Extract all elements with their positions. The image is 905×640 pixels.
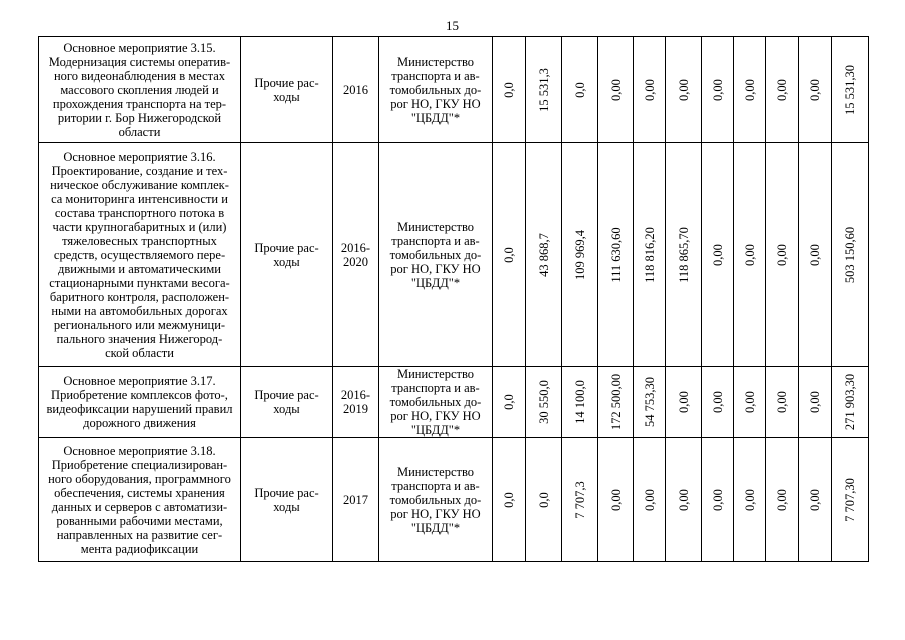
- amount-cell: [766, 143, 799, 367]
- amount-value: 0,00: [608, 78, 623, 101]
- amount-cell: [734, 37, 766, 143]
- amount-value: 0,00: [742, 78, 757, 101]
- amount-cell: [598, 367, 634, 438]
- amount-value: 118 865,70: [676, 226, 691, 283]
- amount-value: 0,00: [676, 78, 691, 101]
- amount-value: 0,00: [742, 488, 757, 511]
- amount-value: 0,00: [710, 488, 725, 511]
- amount-value: 0,0: [536, 491, 551, 508]
- activity-description-cell: Основное мероприятие 3.18. Приобретение специализирован- ного оборудования, программного обеспечения, системы хранения данных и серверов с автоматизи- рованными рабочими местами, направленных на развитие сег- мента радиофиксации: [39, 438, 241, 562]
- amount-cell: [702, 37, 734, 143]
- implementation-years-cell: 2016- 2019: [333, 367, 379, 438]
- executor-cell: Министерство транспорта и ав- томобильных до- рог НО, ГКУ НО "ЦБДД"*: [379, 438, 493, 562]
- amount-cell: [799, 438, 832, 562]
- amount-cell: [526, 143, 562, 367]
- amount-value: 0,00: [775, 78, 789, 101]
- amount-cell: [666, 143, 702, 367]
- table-row: [39, 367, 869, 438]
- amount-cell: [766, 438, 799, 562]
- amount-value: 0,0: [502, 81, 516, 98]
- amount-cell: [666, 367, 702, 438]
- amount-value: 0,00: [710, 78, 725, 101]
- amount-cell: [766, 37, 799, 143]
- executor-cell: Министерство транспорта и ав- томобильных до- рог НО, ГКУ НО "ЦБДД"*: [379, 143, 493, 367]
- amount-value: 0,00: [742, 391, 757, 413]
- total-cell: [832, 37, 869, 143]
- amount-cell: [634, 367, 666, 438]
- amount-value: 0,00: [642, 488, 657, 511]
- amount-cell: [634, 438, 666, 562]
- amount-cell: [634, 143, 666, 367]
- expense-type-cell: Прочие рас- ходы: [241, 438, 333, 562]
- amount-cell: [799, 367, 832, 438]
- amount-value: 7 707,30: [843, 477, 857, 522]
- amount-cell: [526, 37, 562, 143]
- amount-cell: [799, 37, 832, 143]
- amount-cell: [562, 143, 598, 367]
- amount-value: 14 100,0: [572, 380, 587, 424]
- amount-cell: [526, 367, 562, 438]
- amount-cell: [493, 438, 526, 562]
- expense-type-cell: Прочие рас- ходы: [241, 367, 333, 438]
- amount-value: 0,00: [676, 391, 691, 413]
- table-row: [39, 143, 869, 367]
- amount-value: 0,00: [808, 78, 822, 101]
- amount-cell: [493, 143, 526, 367]
- amount-value: 271 903,30: [843, 373, 857, 431]
- executor-cell: Министерство транспорта и ав- томобильных до- рог НО, ГКУ НО "ЦБДД"*: [379, 37, 493, 143]
- total-cell: [832, 367, 869, 438]
- amount-value: 15 531,30: [843, 64, 857, 115]
- amount-cell: [493, 367, 526, 438]
- amount-cell: [598, 143, 634, 367]
- amount-cell: [734, 438, 766, 562]
- amount-value: 0,0: [502, 491, 516, 508]
- table-row: [39, 37, 869, 143]
- amount-cell: [799, 143, 832, 367]
- amount-value: 7 707,3: [572, 480, 587, 519]
- amount-cell: [493, 37, 526, 143]
- amount-cell: [702, 143, 734, 367]
- amount-cell: [562, 438, 598, 562]
- expense-type-cell: Прочие рас- ходы: [241, 37, 333, 143]
- amount-cell: [634, 37, 666, 143]
- activity-description-cell: Основное мероприятие 3.15. Модернизация системы оператив- ного видеонаблюдения в местах массового скопления людей и прохождения транспорта на тер- ритории г. Бор Нижегородской области: [39, 37, 241, 143]
- amount-value: 0,00: [642, 78, 657, 101]
- expense-type-cell: Прочие рас- ходы: [241, 143, 333, 367]
- amount-value: 0,00: [808, 243, 822, 266]
- amount-value: 172 500,00: [608, 373, 623, 431]
- amount-cell: [734, 367, 766, 438]
- page-number: 15: [446, 18, 459, 33]
- amount-cell: [666, 438, 702, 562]
- amount-value: 0,0: [572, 81, 587, 98]
- total-cell: [832, 143, 869, 367]
- amount-value: 0,00: [710, 243, 725, 266]
- amount-value: 0,00: [676, 488, 691, 511]
- amount-value: 0,00: [775, 391, 789, 413]
- amount-value: 109 969,4: [572, 229, 587, 280]
- amount-value: 0,00: [775, 243, 789, 266]
- amount-value: 15 531,3: [536, 67, 551, 112]
- amount-value: 0,00: [742, 243, 757, 266]
- amount-cell: [734, 143, 766, 367]
- amount-value: 0,00: [775, 488, 789, 511]
- implementation-years-cell: 2016: [333, 37, 379, 143]
- budget-table: [38, 36, 869, 562]
- amount-value: 0,00: [808, 488, 822, 511]
- total-cell: [832, 438, 869, 562]
- executor-cell: Министерство транспорта и ав- томобильных до- рог НО, ГКУ НО "ЦБДД"*: [379, 367, 493, 438]
- amount-cell: [702, 438, 734, 562]
- implementation-years-cell: 2017: [333, 438, 379, 562]
- amount-value: 30 550,0: [536, 380, 551, 424]
- table-row: [39, 438, 869, 562]
- amount-value: 111 630,60: [608, 226, 623, 283]
- amount-cell: [562, 367, 598, 438]
- amount-cell: [562, 37, 598, 143]
- amount-value: 0,00: [608, 488, 623, 511]
- activity-description-cell: Основное мероприятие 3.16. Проектирование, создание и тех- ническое обслуживание комплек- са мониторинга интенсивности и состава транспортного потока в части крупногабаритных и (или) тяжеловесных транспортных средств, осуществляемого пере- движными и автоматическими стационарными пунктами весога- баритного контроля, расположен- ными на автомобильных дорогах регионального или межмуници- пального значения Нижегород- ской области: [39, 143, 241, 367]
- amount-value: 0,0: [502, 394, 516, 410]
- amount-cell: [598, 438, 634, 562]
- amount-cell: [766, 367, 799, 438]
- amount-cell: [526, 438, 562, 562]
- amount-value: 0,00: [710, 391, 725, 413]
- amount-value: 54 753,30: [642, 377, 657, 427]
- amount-value: 0,00: [808, 391, 822, 413]
- amount-value: 0,0: [502, 246, 516, 263]
- amount-value: 503 150,60: [843, 226, 857, 283]
- amount-cell: [702, 367, 734, 438]
- amount-cell: [666, 37, 702, 143]
- implementation-years-cell: 2016- 2020: [333, 143, 379, 367]
- activity-description-cell: Основное мероприятие 3.17. Приобретение комплексов фото-, видеофиксации нарушений правил дорожного движения: [39, 367, 241, 438]
- amount-value: 118 816,20: [642, 226, 657, 283]
- amount-cell: [598, 37, 634, 143]
- amount-value: 43 868,7: [536, 232, 551, 277]
- table-body: [39, 37, 869, 562]
